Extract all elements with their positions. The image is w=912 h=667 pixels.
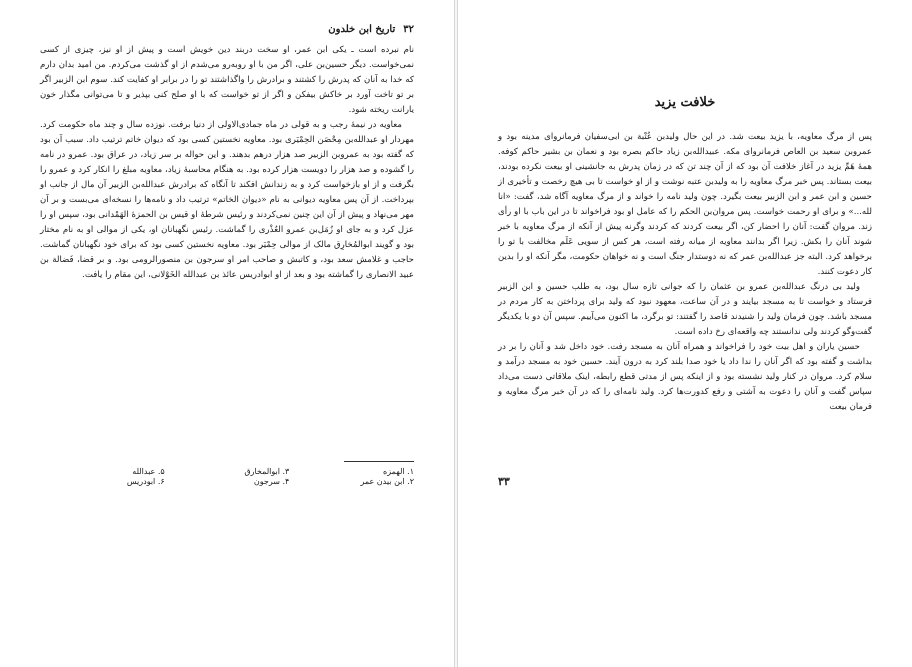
right-page bbox=[457, 0, 912, 667]
paragraph: نام نبرده است ـ یکی ابن عمر، او سخت دربند دین خویش است و پیش از او نیز، چیزی از کسی نمی‌خواست. دیگر حسین‌بن علی، اگر من با او روبه‌رو می‌شدم از او گذشت می‌کردم. من امید بدان دارم که خدا به آنان که پدرش را کشتند و برادرش را واگذاشتند تو را در برابر او کفایت کند. سوم ابن الزبیر اگر بر تو تاخت آورد بر خاکش بیفکن و اگر از تو خواست که با او صلح کنی بپذیر و تا می‌توانی مگذار خون یارانت ریخته شود. bbox=[40, 45, 414, 115]
footnote-item: ۶. ابودریس bbox=[126, 477, 165, 486]
footnote-item: ۲. ابن بیدن عمر bbox=[360, 477, 414, 486]
footnote-item: ۳. ابوالمخارق bbox=[244, 467, 290, 476]
paragraph: ولید بی درنگ عبدالله‌بن عمرو بن عثمان را که جوانی تازه سال بود، به طلب حسین و ابن الزبیر فرستاد و خواست تا به مسجد بیایند و در آن ساعت، معهود نبود که ولید برای پرداختن به کار مردم در مسجد باشد. چون فرمان ولید را شنیدند قاصد را گفتند: تو برگرد، ما اکنون می‌آییم. سپس آن دو با یکدیگر گفت‌وگو کردند ولی ندانستند چه واقعه‌ای رخ داده است. bbox=[498, 282, 872, 337]
left-page bbox=[0, 0, 455, 667]
footnote-item: ۵. عبدالله bbox=[132, 467, 165, 476]
left-body-text bbox=[40, 43, 414, 283]
page-number-left: ۳۲ bbox=[403, 24, 414, 35]
running-title: تاریخ ابن خلدون bbox=[328, 24, 396, 35]
paragraph: معاویه در نیمهٔ رجب و به قولی در ماه جمادی‌الاولی از دنیا برفت. نوزده سال و چند ماه حکومت کرد. مهردار او عبدالله‌بن مِحْصَن الحِمْیَری بود. معاویه نخستین کسی بود که دیوان خاتم ترتیب داد. سبب آن بود که گفته بود به عمروبن الزبیر صد هزار درهم بدهند. و این حواله بر سر زیاد، در عراق بود. عمرو در نامه را گشوده و صد هزار را دویست هزار کرده بود. به هنگام محاسبهٔ زیاد، معاویه مبلغ را انکار کرد و عمرو را بگرفت و از او بازخواست کرد و به زندانش افکند تا آنگاه که برادرش عبدالله‌بن الزبیر آن مال از جانب او بپرداخت. از آن پس معاویه دیوانی به نام «دیوان الخاتم» ترتیب داد و نامه‌ها را نسخه‌ای می‌بست و بر آن مهر می‌نهاد و پیش از آن این چنین نمی‌کردند و رئیس شرطهٔ او قیس بن الحمزهٔ الهَمْدانی بود، سپس او را عزل کرد و به جای او زُمَل‌بن عمرو العُذْری را گماشت. رئیس نگهبانان او، یکی از موالی او به نام مختار بود و گویند ابوالمُخارِق مالک از موالی حِمْیَر بود. معاویه نخستین کسی بود که برای خود نگهبانان گماشت. حاجب و غلامش سعد بود، و کاتبش و صاحب امر او سرجون بن منصورالرومی بود. و بر قضا، فَضالة بن عبید الانصاری را گماشته بود و بعد از او ابوادریس عائذ بن عبدالله الخَوْلانی، این مقام را یافت. bbox=[40, 120, 414, 280]
right-body-text bbox=[498, 130, 872, 415]
paragraph: حسین یاران و اهل بیت خود را فراخواند و همراه آنان به مسجد رفت. خود داخل شد و آنان را بر در بداشت و گفته بود که اگر آنان را ندا داد یا خود صدا بلند کرد به درون آیند. حسین خود به مسجد درآمد و سلام کرد. مروان در کنار ولید نشسته بود و از اینکه پس از مدتی قطع رابطه، اینک ملاقاتی دست می‌داد سپاس گفت و آنان را دعوت به آشتی و رفع کدورت‌ها کرد. ولید نامه‌ای را که در آن خبر مرگ معاویه و فرمان بیعت bbox=[498, 342, 872, 412]
footnote-item: ۴. سرجون bbox=[253, 477, 290, 486]
chapter-title: خلافت یزید bbox=[654, 95, 716, 110]
footnotes bbox=[40, 467, 414, 487]
footnote-item: ۱. الهمزه bbox=[383, 467, 414, 476]
paragraph: پس از مرگ معاویه، با یزید بیعت شد. در این حال ولیدبن عُتْبة بن ابی‌سفیان فرمانروای مدینه بود و عمروبن سعید بن العاص فرمانروای مکه. عبیدالله‌بن زیاد حاکم بصره بود و نعمان بن بشیر حاکم کوفه. همهٔ هَمِّ یزید در آغاز خلافت آن بود که از آن چند تن که در زمان پدرش به جانشینی او بیعت نکرده بودند، بیعت بستاند. پس خبر مرگ معاویه را به ولیدبن عتبه نوشت و از او خواست تا بی هیچ رخصت و تأخیری از حسین و ابن عمر و ابن الزبیر بیعت بگیرد. چون ولید نامه را خواند و از مرگ معاویه آگاه شد، گفت: «انا لله...» و برای او رحمت خواست. پس مروان‌بن الحکم را که عامل او بود فراخواند تا در این باب با او رأی زند. مروان گفت: آنان را احضار کن، اگر بیعت کردند که کردند وگرنه پیش از آنکه از مرگ معاویه با خبر شوند آنان را بکش. زیرا اگر بدانند معاویه از میانه رفته است، هر کس از سویی عَلَم مخالفت با تو را برخواهد کرد. البته جز عبدالله‌بن عمر که نه دوستدار جنگ است و نه خواهان حکومت، مگر آنکه او را بدین کار دعوت کنند. bbox=[498, 132, 872, 277]
running-head bbox=[40, 24, 414, 42]
page-number-right: ۳۳ bbox=[498, 475, 510, 488]
footnote-rule bbox=[344, 461, 414, 462]
